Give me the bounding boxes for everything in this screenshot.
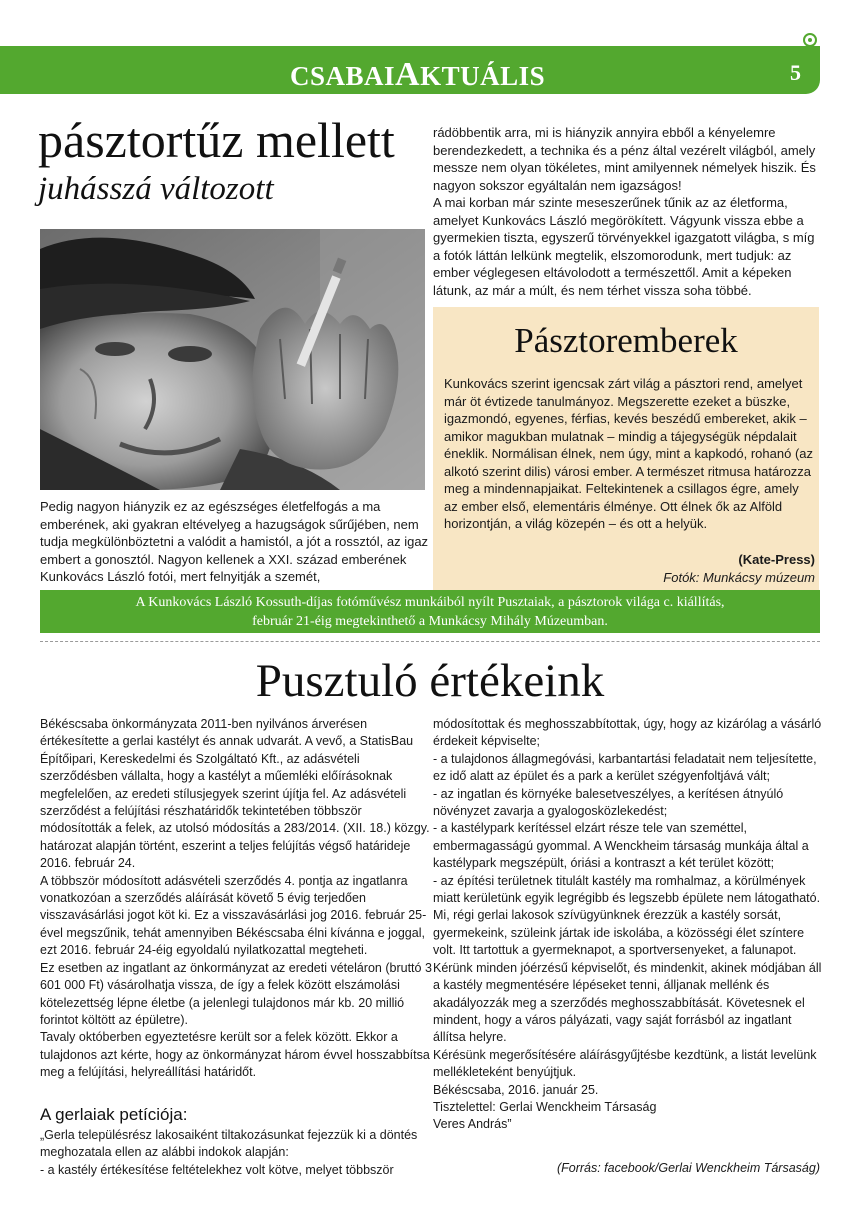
magazine-title <box>290 56 545 94</box>
article-body-left: Pedig nagyon hiányzik ez az egészséges életfelfogás a ma emberének, aki gyakran eltévelyeg a hazugságok sűrűjében, nem tudja megkülönböztetni a valódit a hamistól, a jót a rossztól, az igaz embert a gonosztól. Nagyon kellenek a XXI. század emberének Kunkovács László fotói, mert felnyitják a szemét, <box>40 499 429 584</box>
source-note: (Forrás: facebook/Gerlai Wenckheim Társaság) <box>556 1161 820 1175</box>
sidebar-text: Kunkovács szerint igencsak zárt világ a pásztori rend, amelyet már öt évtizede tanulmányoz. Megszerette ezeket a büszke, igazmondó, egyenes, férfias, kevés beszédű embereket, akik – amikor magukban mulatnak – mindig a tájegységük népdalait éneklik. Normálisan élnek, nem úgy, mint a kapkodó, rohanó (az alkotó szerint dilis) városi ember. A természet ritmusa határozza meg a mindennapjaikat. Feltekintenek a csillagos égre, amely az ember első, elementáris élménye. Ott élnek ők az Alföld horizontján, a világ közepén – és ott a helyük. <box>444 376 814 531</box>
article-body-right: rádöbbentik arra, mi is hiányzik annyira ebből a kényelemre berendezkedett, a technika és a pénz által vezérelt világból, amely messze nem olyan tökéletes, mint amilyennek némelyek hiszik. És nagyon sokszor egyáltalán nem igazságos! A mai korban már szinte meseszerűnek tűnik az az életforma, amelyet Kunkovács László megörökített. Vágyunk vissza ebbe a gyermekien tiszta, egyszerű törvényekkel igazgatott világba, s míg a fotók láttán lelkünk megtelik, elszomorodunk, mert tudjuk: az ember véglegesen eltávolodott a természettől. Amit a képeken látunk, az már a múlt, és nem térhet vissza soha többé. <box>433 125 816 298</box>
exhibition-caption <box>40 590 820 633</box>
section-divider <box>40 641 820 642</box>
petition-text: „Gerla településrész lakosaiként tiltakozásunkat fejezzük ki a döntés meghozatala ellen az alábbi indokok alapján: - a kastély értékesítése feltételekhez volt kötve, melyet többször <box>40 1128 418 1177</box>
sidebar-box <box>433 307 819 590</box>
exhibition-caption-text: A Kunkovács László Kossuth-díjas fotóművész munkáiból nyílt Pusztaiak, a pásztorok világa c. kiállítás, február 21-éig megtekinthető a Munkácsy Mihály Múzeumban. <box>135 595 725 629</box>
article2-body-left: Békéscsaba önkormányzata 2011-ben nyilvános árverésen értékesítette a gerlai kastélyt és annak udvarát. A vevő, a StatisBau Építőipari, Kereskedelmi és Szolgáltató Kft., az adásvételi szerződésben vállalta, hogy a kastélyt a műemléki előírásoknak megfelelően, az eredeti stílusjegyek szerint újítja fel. Az adásvételi szerződést a felújítási részhatáridők tekintetében többször módosították a felek, az utolsó módosítás a 283/2014. (XII. 18.) közgy. határozat alapján történt, eszerint a teljes felújítás végső határideje 2016. február 24. A többször módosított adásvételi szerződés 4. pontja az ingatlanra vonatkozóan a szerződés aláírását követő 5 évig terjedően visszavásárlási jogot köt ki. Ez a visszavásárlási jog 2016. február 25-ével megszűnik, tehát amennyiben Békéscsaba élni kívánna e joggal, ezt 2016. február 24-éig egyoldalú nyilatkozattal megteheti. Ez esetben az ingatlant az önkormányzat az eredeti vételáron (bruttó 3 601 000 Ft) vásárolhatja vissza, de így a felek között elszámolási kötelezettség lépne életbe (a jelenlegi tulajdonos már kb. 20 millió forintot költött az épületre). Tavaly októberben egyeztetésre került sor a felek között. Ekkor a tulajdonos azt kérte, hogy az önkormányzat három évvel hosszabbítsa meg a felújítási, helyreállítási határidőt. <box>40 717 432 1080</box>
article2-body-right: módosítottak és meghosszabbítottak, úgy, hogy az kizárólag a vásárló érdekeit képviselte; - a tulajdonos állagmegóvási, karbantartási feladatait nem teljesítette, ez idő alatt az épület és a park a kerület szégyenfoltjává vált; - az ingatlan és környéke balesetveszélyes, a kerítésen átnyúló növényzet zavarja a gyalogosközlekedést; - a kastélypark kerítéssel elzárt része tele van szeméttel, embermagasságú gyommal. A Wenckheim társaság munkája által a kastélypark megszépült, óriási a kontraszt a két terület között; - az építési területnek titulált kastély ma romhalmaz, a körülmények miatt kerületünk egyik legrégibb és legszebb épülete nem látogatható. Mi, régi gerlai lakosok szívügyünknek érezzük a kastély sorsát, gyermekeink, szüleink jártak ide iskolába, a közösségi élet színtere volt. Itt tartottuk a gyermeknapot, a sportversenyeket, a falunapot. Kérünk minden jóérzésű képviselőt, és mindenkit, akinek módjában áll a kastély megmentésére lépéseket tenni, álljanak mellénk és akadályozzák meg a szerződés meghosszabbítását. Követesnek el mindent, hogy a város pályázati, vagy saját forrásból az ingatlant állítsa helyre. Kérésünk megerősítésére aláírásgyűjtésbe kezdtünk, a listát levelünk mellékleteként benyújtjuk. Békéscsaba, 2016. január 25. Tisztelettel: Gerlai Wenckheim Társaság Veres András” <box>433 717 822 1132</box>
magazine-title-initial: A <box>395 56 421 93</box>
petition-heading: A gerlaiak petíciója: <box>40 1105 188 1124</box>
circle-logo-icon <box>803 33 817 47</box>
photo-illustration <box>40 229 425 490</box>
page-number: 5 <box>790 60 801 85</box>
article-title-2: Pusztuló értékeink <box>255 655 605 707</box>
article-subtitle: juhásszá változott <box>38 171 274 207</box>
credit-press: (Kate-Press) <box>738 552 815 567</box>
article-title: pásztortűz mellett <box>38 112 395 168</box>
sidebar-title: Pásztoremberek <box>514 321 738 360</box>
credit-photos: Fotók: Munkácsy múzeum <box>663 570 815 585</box>
magazine-title-rest: KTUÁLIS <box>420 61 546 91</box>
magazine-title-part: CSABAI <box>290 61 396 91</box>
photo-old-shepherd-smoking-pipe <box>40 229 425 490</box>
